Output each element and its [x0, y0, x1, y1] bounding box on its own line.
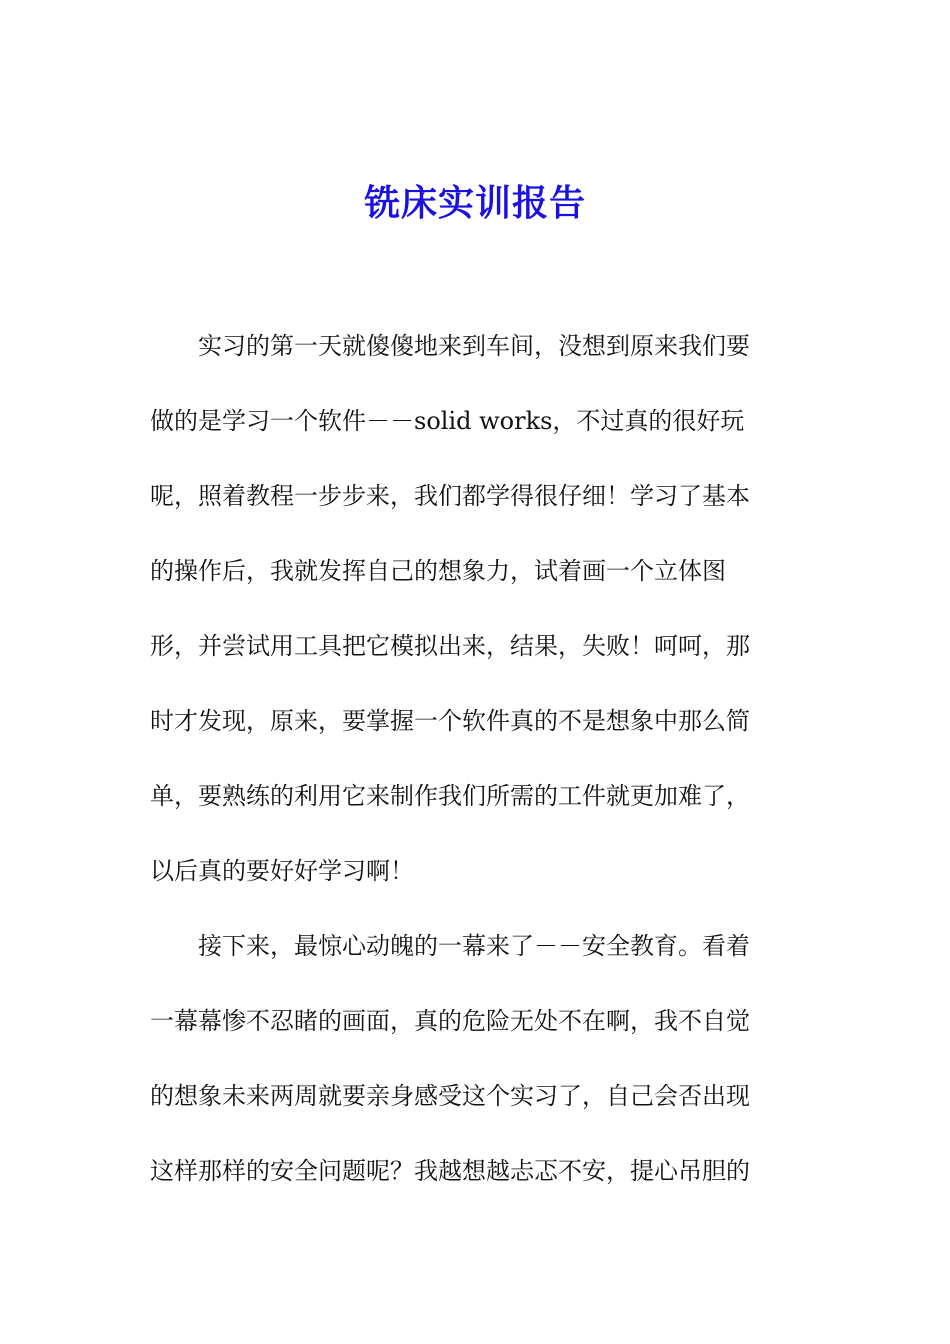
- body-line: 做的是学习一个软件－－solid works，不过真的很好玩: [150, 407, 745, 435]
- body-line: 一幕幕惨不忍睹的画面，真的危险无处不在啊，我不自觉: [150, 1007, 750, 1035]
- body-line: 的操作后，我就发挥自己的想象力，试着画一个立体图: [150, 557, 726, 585]
- body-line: 以后真的要好好学习啊！: [150, 857, 414, 885]
- body-line: 实习的第一天就傻傻地来到车间，没想到原来我们要: [150, 332, 750, 360]
- body-line: 的想象未来两周就要亲身感受这个实习了，自己会否出现: [150, 1082, 750, 1110]
- body-line: 时才发现，原来，要掌握一个软件真的不是想象中那么简: [150, 707, 750, 735]
- document-title: 铣床实训报告: [363, 182, 586, 224]
- body-line: 这样那样的安全问题呢？我越想越忐忑不安，提心吊胆的: [150, 1157, 750, 1185]
- body-line: 单，要熟练的利用它来制作我们所需的工件就更加难了，: [150, 782, 750, 810]
- body-line: 呢，照着教程一步步来，我们都学得很仔细！学习了基本: [150, 482, 750, 510]
- body-line: 接下来，最惊心动魄的一幕来了－－安全教育。看着: [150, 932, 750, 960]
- body-line: 形，并尝试用工具把它模拟出来，结果，失败！呵呵，那: [150, 632, 750, 660]
